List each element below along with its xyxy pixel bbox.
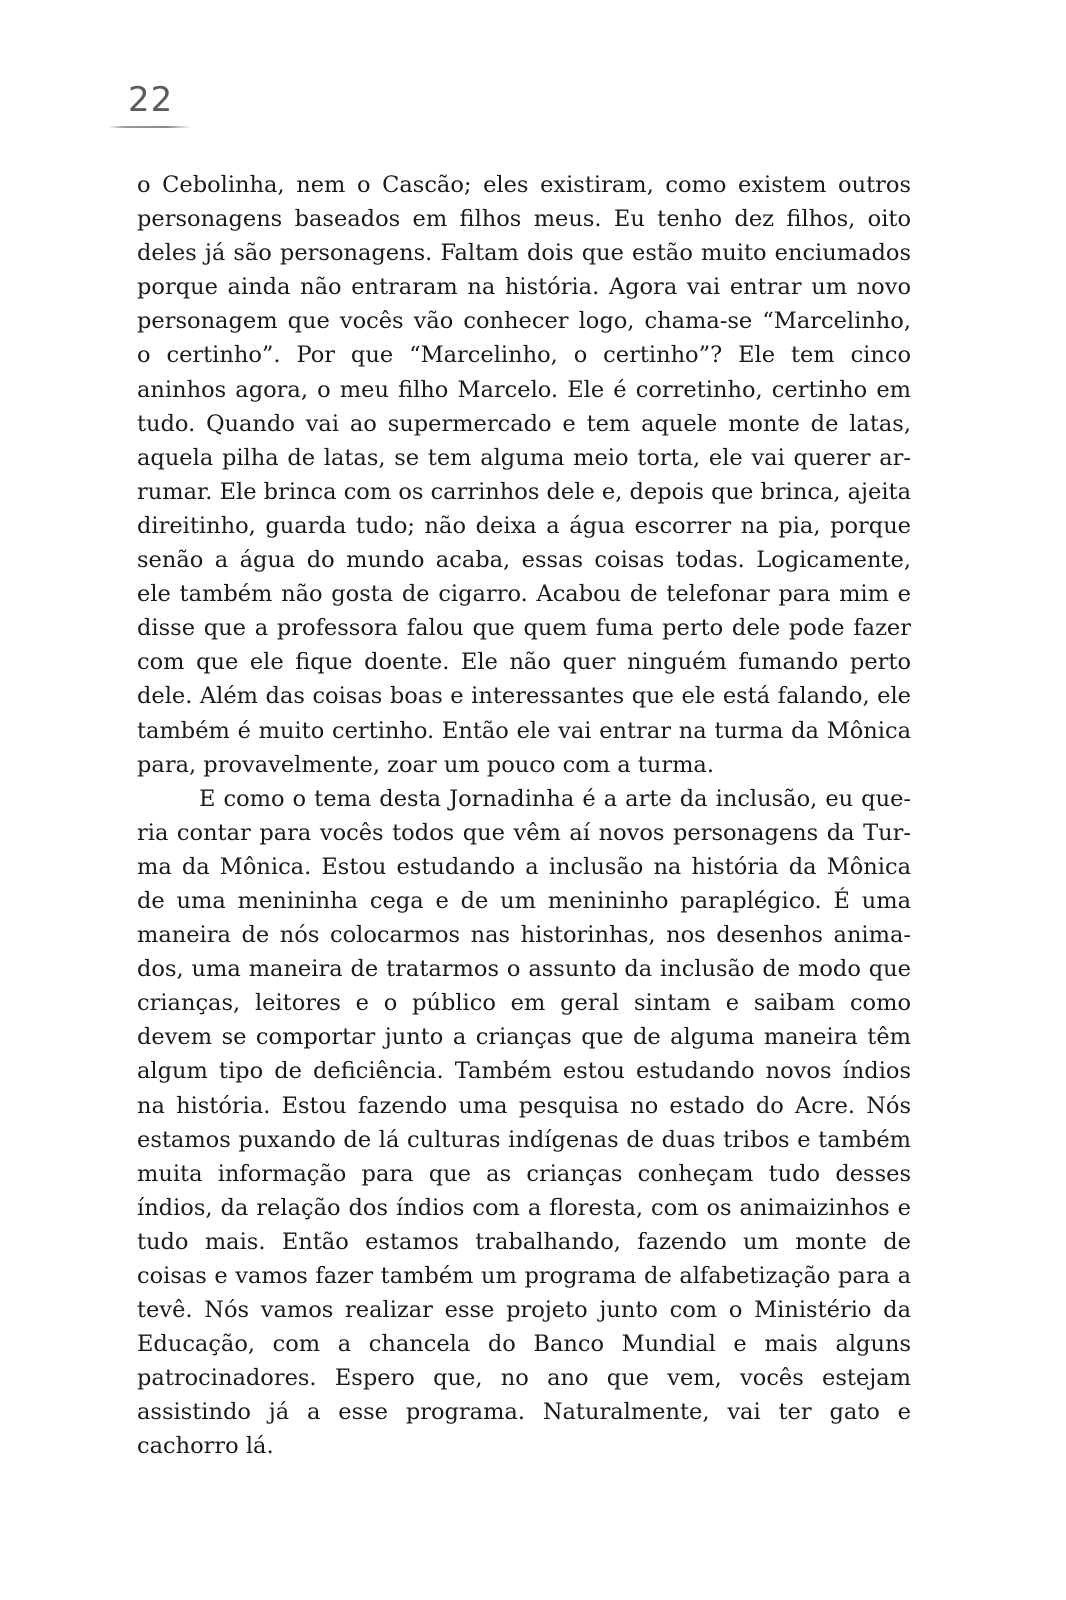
body-text (137, 168, 911, 1464)
page-number-rule (108, 126, 192, 128)
paragraph: o Cebolinha, nem o Cascão; eles existiram, como existem outros personagens baseados em filhos meus. Eu tenho dez filhos, oito deles já são personagens. Faltam dois que estão muito enciumados porque ainda não entraram na história. Agora vai entrar um novo personagem que vocês vão conhecer logo, chama-se “Marcelinho, o certinho”. Por que “Marcelinho, o certinho”? Ele tem cinco aninhos agora, o meu filho Marcelo. Ele é corretinho, certinho em tudo. Quando vai ao supermercado e tem aquele monte de latas, aquela pilha de latas, se tem alguma meio torta, ele vai querer arrumar. Ele brinca com os carrinhos dele e, depois que brinca, ajeita direitinho, guarda tudo; não deixa a água escorrer na pia, porque senão a água do mundo acaba, essas coisas todas. Logicamente, ele também não gosta de cigarro. Acabou de telefonar para mim e disse que a professora falou que quem fuma perto dele pode fazer com que ele fique doente. Ele não quer ninguém fumando perto dele. Além das coisas boas e interessantes que ele está falando, ele também é muito certinho. Então ele vai entrar na turma da Mônica para, provavelmente, zoar um pouco com a turma. (137, 172, 911, 778)
page-number: 22 (128, 80, 174, 120)
paragraph: E como o tema desta Jornadinha é a arte da inclusão, eu queria contar para vocês todos que vêm aí novos personagens da Turma da Mônica. Estou estudando a inclusão na história da Mônica de uma menininha cega e de um menininho paraplégico. É uma maneira de nós colocarmos nas historinhas, nos desenhos animados, uma maneira de tratarmos o assunto da inclusão de modo que crianças, leitores e o público em geral sintam e saibam como devem se comportar junto a crianças que de alguma maneira têm algum tipo de deficiência. Também estou estudando novos índios na história. Estou fazendo uma pesquisa no estado do Acre. Nós estamos puxando de lá culturas indígenas de duas tribos e também muita informação para que as crianças conheçam tudo desses índios, da relação dos índios com a floresta, com os animaizinhos e tudo mais. Então estamos trabalhando, fazendo um monte de coisas e vamos fazer também um programa de alfabetização para a tevê. Nós vamos realizar esse projeto junto com o Ministério da Educação, com a chancela do Banco Mundial e mais alguns patrocinadores. Espero que, no ano que vem, vocês estejam assistindo já a esse programa. Naturalmente, vai ter gato e cachorro lá. (137, 785, 911, 1460)
